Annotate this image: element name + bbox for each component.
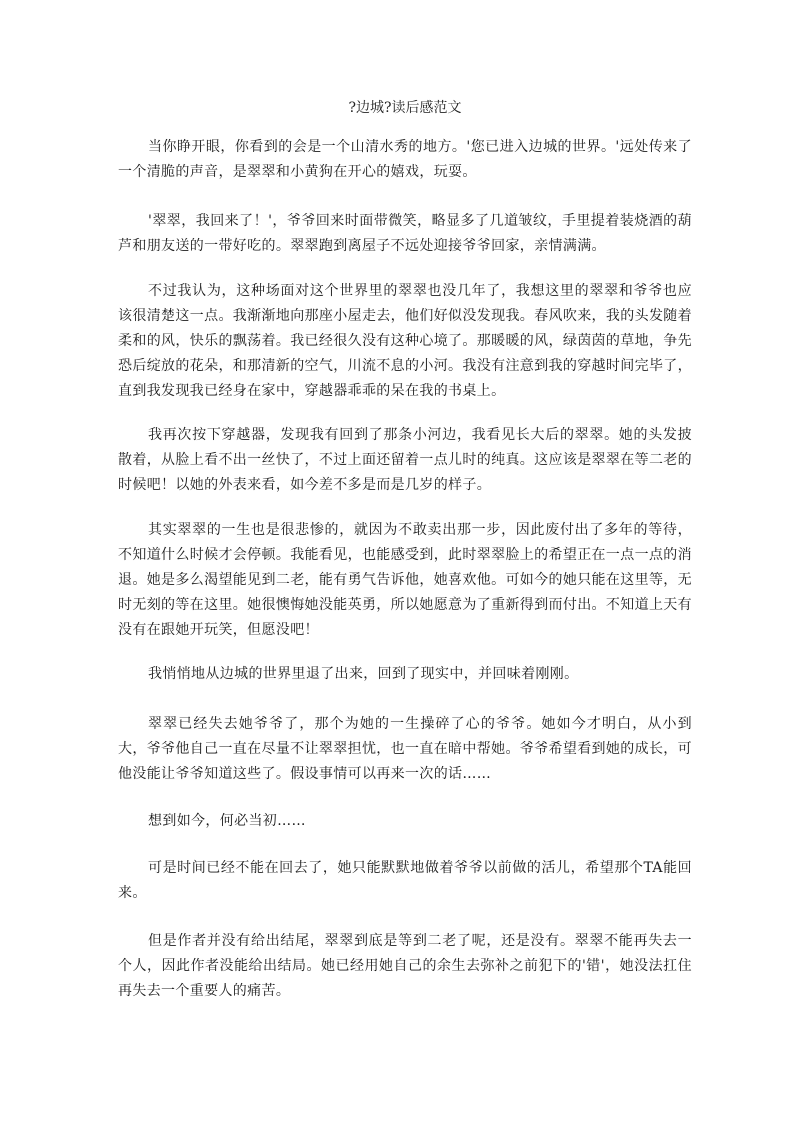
paragraph-2: '翠翠，我回来了！'，爷爷回来时面带微笑，略显多了几道皱纹，手里提着装烧酒的葫芦和朋友送的一带好吃的。翠翠跑到离屋子不远处迎接爷爷回家，亲情满满。	[118, 213, 692, 254]
paragraph-10: 但是作者并没有给出结尾，翠翠到底是等到二老了呢，还是没有。翠翠不能再失去一个人，因此作者没能给出结局。她已经用她自己的余生去弥补之前犯下的'错'，她没法扛住再失去一个重要人的痛苦。	[118, 933, 692, 999]
paragraph-7: 翠翠已经失去她爷爷了，那个为她的一生操碎了心的爷爷。她如今才明白，从小到大，爷爷他自己一直在尽量不让翠翠担忧，也一直在暗中帮她。爷爷希望看到她的成长，可他没能让爷爷知道这些了。假设事情可以再来一次的话……	[118, 716, 692, 782]
paragraph-4: 我再次按下穿越器，发现我有回到了那条小河边，我看见长大后的翠翠。她的头发披散着，从脸上看不出一丝快了，不过上面还留着一点儿时的纯真。这应该是翠翠在等二老的时候吧！以她的外表来看，如今差不多是而是几岁的样子。	[118, 427, 692, 493]
paragraph-9: 可是时间已经不能在回去了，她只能默默地做着爷爷以前做的活儿，希望那个TA能回来。	[118, 860, 692, 901]
paragraph-6: 我悄悄地从边城的世界里退了出来，回到了现实中，并回味着刚刚。	[148, 666, 579, 682]
document-title: ?边城?读后感范文	[348, 100, 462, 116]
paragraph-1: 当你睁开眼，你看到的会是一个山清水秀的地方。'您已进入边城的世界。'远处传来了一个清脆的声音，是翠翠和小黄狗在开心的嬉戏，玩耍。	[118, 139, 692, 180]
document-page	[118, 0, 692, 1132]
paragraph-8: 想到如今，何必当初……	[148, 813, 306, 829]
paragraph-3: 不过我认为，这种场面对这个世界里的翠翠也没几年了，我想这里的翠翠和爷爷也应该很清楚这一点。我渐渐地向那座小屋走去，他们好似没发现我。春风吹来，我的头发随着柔和的风，快乐的飘荡着。我已经很久没有这种心境了。那暖暖的风，绿茵茵的草地，争先恐后绽放的花朵，和那清新的空气，川流不息的小河。我没有注意到我的穿越时间完毕了，直到我发现我已经身在家中，穿越器乖乖的呆在我的书桌上。	[118, 283, 692, 399]
paragraph-5: 其实翠翠的一生也是很悲惨的，就因为不敢卖出那一步，因此废付出了多年的等待，不知道什么时候才会停顿。我能看见，也能感受到，此时翠翠脸上的希望正在一点一点的消退。她是多么渴望能见到二老，能有勇气告诉他，她喜欢他。可如今的她只能在这里等，无时无刻的等在这里。她很懊悔她没能英勇，所以她愿意为了重新得到而付出。不知道上天有没有在跟她开玩笑，但愿没吧！	[118, 522, 692, 638]
